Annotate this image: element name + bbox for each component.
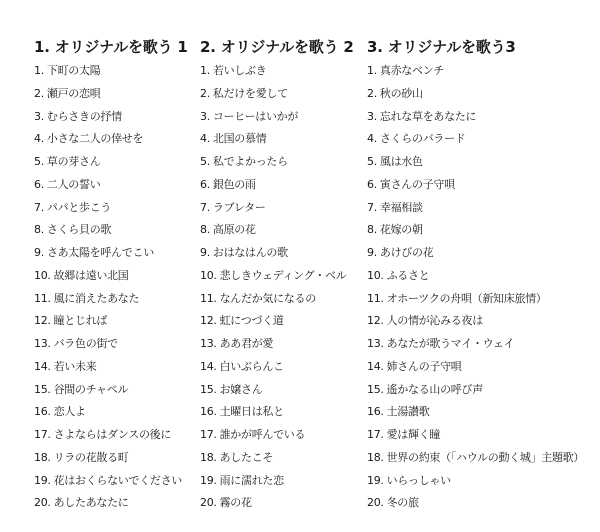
track-item [200, 470, 346, 493]
track-number: 18. [34, 450, 51, 464]
track-number: 4. [200, 132, 210, 146]
track-title: お嬢さん [219, 382, 263, 396]
track-title: さくら貝の歌 [46, 223, 112, 237]
track-number: 14. [200, 359, 217, 373]
track-title: 世界の約束（「ハウルの動く城」主題歌） [386, 450, 585, 464]
track-list [200, 60, 346, 515]
track-item [367, 197, 584, 220]
track-title: 高原の花 [212, 223, 256, 237]
track-number: 17. [34, 428, 51, 441]
track-item [200, 310, 346, 333]
track-item [200, 447, 346, 470]
track-title: 土曜日は私と [219, 405, 284, 419]
track-title: リラの花散る町 [53, 450, 129, 464]
track-item [34, 197, 182, 220]
track-title: さあ太陽を呼んでこい [46, 246, 154, 259]
track-title: あしたあなたに [53, 496, 129, 510]
track-item [367, 492, 584, 515]
track-number: 18. [367, 450, 384, 464]
track-item [200, 288, 346, 311]
track-title: 谷間のチャペル [53, 382, 129, 396]
track-title: さくらのバラード [379, 132, 466, 146]
track-item [200, 106, 346, 129]
track-title: 遙かなる山の呼び声 [386, 382, 483, 396]
track-number: 10. [34, 268, 51, 282]
track-item [367, 447, 584, 470]
track-title: 真赤なベンチ [379, 64, 445, 77]
track-title: 花はおくらないでください [53, 473, 182, 487]
track-title: 秋の砂山 [379, 86, 423, 100]
track-item [200, 379, 346, 402]
track-title: ラブレター [212, 200, 266, 214]
track-title: 二人の誓い [46, 177, 101, 191]
track-item [367, 379, 584, 402]
track-title: さよならはダンスの後に [53, 428, 172, 441]
track-item [200, 265, 346, 288]
track-item [200, 492, 346, 515]
track-item [367, 60, 584, 83]
track-item [200, 219, 346, 242]
track-item [367, 401, 584, 424]
track-item [34, 83, 182, 106]
track-title: コーヒーはいかが [212, 109, 299, 123]
track-title: 故郷は遠い北国 [53, 268, 129, 282]
track-item [34, 401, 182, 424]
track-item [34, 151, 182, 174]
track-number: 19. [34, 473, 51, 487]
track-item [200, 83, 346, 106]
track-number: 19. [367, 473, 384, 487]
track-title: 若い未来 [53, 359, 97, 373]
track-title: 愛は輝く瞳 [386, 428, 441, 441]
track-title: 銀色の雨 [212, 177, 256, 191]
track-item [34, 424, 182, 447]
track-item [367, 470, 584, 493]
track-number: 6. [367, 177, 377, 191]
track-number: 20. [34, 496, 51, 510]
track-number: 1. [367, 64, 377, 77]
track-item [367, 151, 584, 174]
track-number: 14. [367, 359, 384, 373]
track-item [34, 470, 182, 493]
track-number: 11. [34, 291, 51, 305]
track-item [367, 219, 584, 242]
track-item [367, 424, 584, 447]
track-number: 3. [367, 109, 377, 123]
track-title: 悲しきウェディング・ベル [219, 268, 347, 282]
track-item [200, 356, 346, 379]
track-number: 2. [34, 86, 44, 100]
track-number: 15. [200, 382, 217, 396]
track-item [34, 174, 182, 197]
track-title: むらさきの抒情 [46, 109, 122, 123]
track-number: 17. [200, 428, 217, 441]
track-number: 13. [367, 337, 384, 350]
track-title: 寅さんの子守唄 [379, 177, 455, 191]
track-number: 10. [200, 268, 217, 282]
track-number: 12. [34, 314, 51, 328]
track-number: 1. [34, 64, 44, 77]
track-title: 幸福相談 [379, 200, 423, 214]
track-number: 8. [34, 223, 44, 237]
track-number: 16. [367, 405, 384, 419]
track-number: 7. [34, 200, 44, 214]
track-item [367, 333, 584, 356]
track-title: 北国の慕情 [212, 132, 267, 146]
track-title: バラ色の街で [53, 337, 118, 350]
track-title: あしたこそ [219, 450, 274, 464]
track-item [200, 151, 346, 174]
track-number: 2. [200, 86, 210, 100]
track-number: 19. [200, 473, 217, 487]
track-number: 6. [34, 177, 44, 191]
track-number: 20. [367, 496, 384, 510]
track-title: なんだか気になるの [219, 291, 316, 305]
track-item [34, 310, 182, 333]
track-title: パパと歩こう [46, 200, 112, 214]
track-title: 人の情が沁みる夜は [386, 314, 483, 328]
track-item [200, 242, 346, 265]
track-list [367, 60, 584, 515]
track-title: 私でよかったら [212, 155, 288, 168]
track-title: 誰かが呼んでいる [219, 428, 306, 441]
track-number: 17. [367, 428, 384, 441]
track-title: ふるさと [386, 268, 430, 282]
track-title: 雨に濡れた恋 [219, 473, 284, 487]
track-title: おはなはんの歌 [212, 246, 288, 259]
track-number: 7. [367, 200, 377, 214]
track-item [34, 265, 182, 288]
track-number: 5. [200, 155, 210, 168]
track-item [200, 197, 346, 220]
track-number: 14. [34, 359, 51, 373]
track-number: 7. [200, 200, 210, 214]
track-item [34, 219, 182, 242]
track-title: 姉さんの子守唄 [386, 359, 462, 373]
track-item [34, 242, 182, 265]
track-title: ああ君が愛 [219, 337, 274, 350]
track-number: 6. [200, 177, 210, 191]
track-number: 2. [367, 86, 377, 100]
track-number: 8. [200, 223, 210, 237]
track-item [34, 447, 182, 470]
track-item [200, 333, 346, 356]
track-number: 13. [200, 337, 217, 350]
track-item [200, 401, 346, 424]
track-title: 下町の太陽 [46, 64, 101, 77]
track-number: 16. [34, 405, 51, 419]
track-item [34, 128, 182, 151]
track-number: 15. [367, 382, 384, 396]
track-number: 10. [367, 268, 384, 282]
track-number: 5. [34, 155, 44, 168]
track-item [34, 356, 182, 379]
track-item [34, 333, 182, 356]
track-item [367, 310, 584, 333]
track-item [367, 83, 584, 106]
track-title: 冬の旅 [386, 496, 419, 510]
album-title: 1. オリジナルを歌う 1 [34, 38, 188, 56]
track-item [367, 356, 584, 379]
track-number: 8. [367, 223, 377, 237]
track-number: 11. [200, 291, 217, 305]
track-item [367, 106, 584, 129]
track-item [200, 128, 346, 151]
track-item [34, 288, 182, 311]
track-title: 小さな二人の倖せを [46, 132, 144, 146]
track-item [34, 379, 182, 402]
track-item [200, 424, 346, 447]
track-item [34, 106, 182, 129]
track-title: 土湯讃歌 [386, 405, 430, 419]
track-title: 瞳とじれば [53, 314, 108, 328]
track-item [367, 128, 584, 151]
track-item [200, 174, 346, 197]
track-title: 忘れな草をあなたに [379, 109, 477, 123]
track-list [34, 60, 182, 515]
track-title: 白いぶらんこ [219, 359, 284, 373]
track-number: 9. [367, 246, 377, 259]
track-title: あけびの花 [379, 246, 434, 259]
track-number: 4. [34, 132, 44, 146]
track-number: 3. [200, 109, 210, 123]
track-title: 若いしぶき [212, 64, 267, 77]
track-number: 15. [34, 382, 51, 396]
track-item [34, 60, 182, 83]
track-number: 4. [367, 132, 377, 146]
track-number: 5. [367, 155, 377, 168]
track-number: 3. [34, 109, 44, 123]
track-title: あなたが歌うマイ・ウェイ [386, 337, 515, 350]
album-title: 2. オリジナルを歌う 2 [200, 38, 354, 56]
album-title: 3. オリジナルを歌う3 [367, 38, 516, 56]
track-title: 恋人よ [53, 405, 86, 419]
track-item [34, 492, 182, 515]
track-title: 瀬戸の恋唄 [46, 86, 101, 100]
track-number: 11. [367, 291, 384, 305]
track-title: いらっしゃい [386, 473, 451, 487]
track-number: 18. [200, 450, 217, 464]
track-title: 花嫁の朝 [379, 223, 423, 237]
track-number: 1. [200, 64, 210, 77]
track-number: 16. [200, 405, 217, 419]
track-number: 9. [200, 246, 210, 259]
track-title: オホーツクの舟唄（新知床旅情） [386, 291, 547, 305]
track-title: 風に消えたあなた [53, 291, 140, 305]
track-item [367, 265, 584, 288]
track-item [367, 174, 584, 197]
track-title: 私だけを愛して [212, 86, 288, 100]
track-item [367, 242, 584, 265]
track-item [200, 60, 346, 83]
track-number: 20. [200, 496, 217, 510]
track-number: 13. [34, 337, 51, 350]
track-number: 12. [200, 314, 217, 328]
track-title: 霧の花 [219, 496, 252, 510]
track-title: 草の芽さん [46, 155, 101, 168]
track-number: 9. [34, 246, 44, 259]
track-title: 虹につづく道 [219, 314, 284, 328]
track-title: 風は水色 [379, 155, 423, 168]
track-number: 12. [367, 314, 384, 328]
track-item [367, 288, 584, 311]
